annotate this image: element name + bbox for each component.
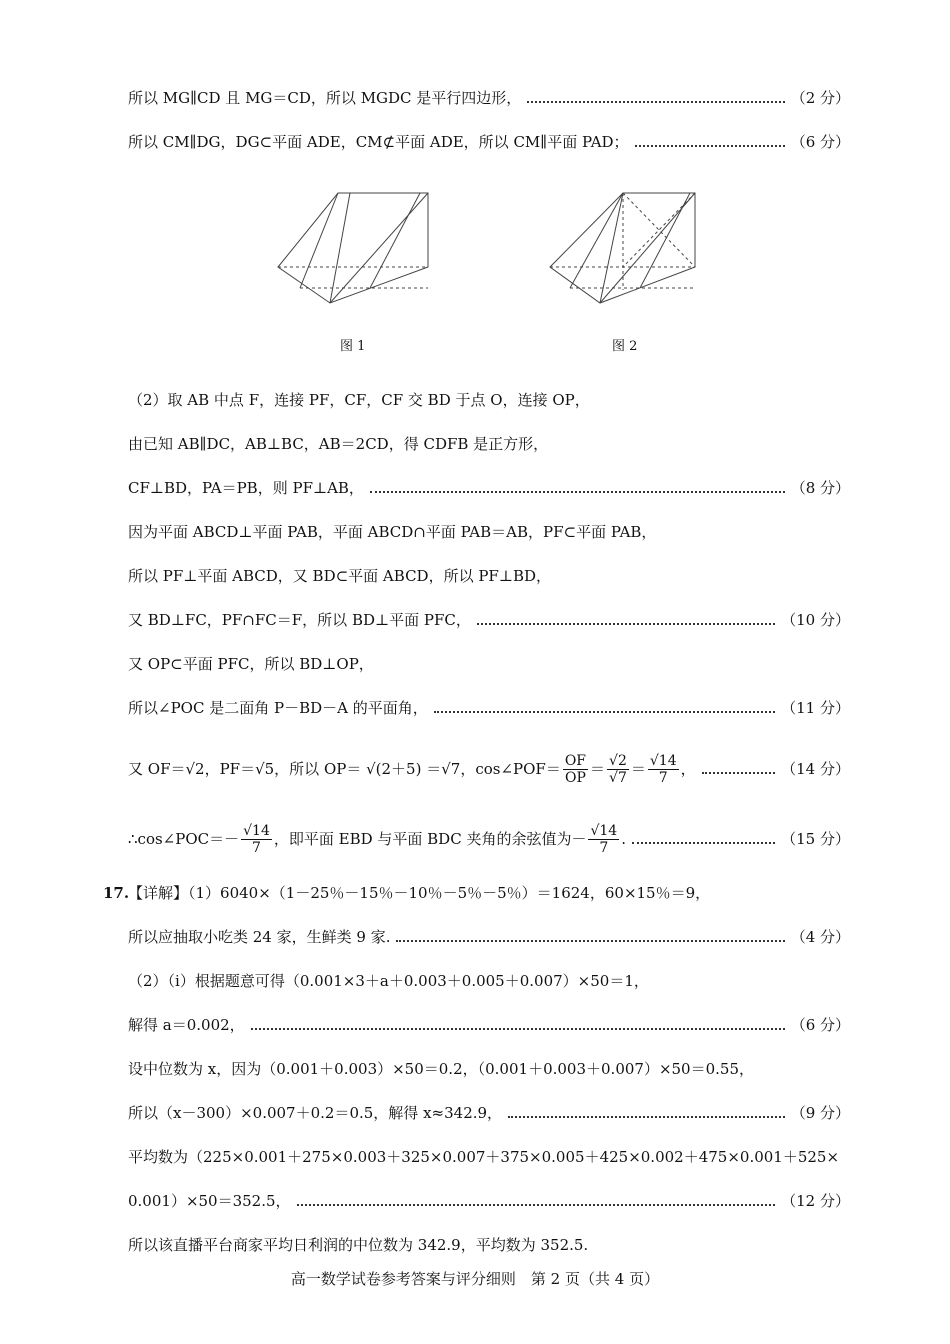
line-14: 所以应抽取小吃类 24 家，生鲜类 9 家. （4 分）: [128, 928, 850, 946]
line-5: CF⊥BD，PA＝PB，则 PF⊥AB， （8 分）: [128, 479, 850, 497]
line-3: （2）取 AB 中点 F，连接 PF，CF，CF 交 BD 于点 O，连接 OP，: [128, 391, 590, 409]
line-8: 又 BD⊥FC，PF∩FC＝F，所以 BD⊥平面 PFC， （10 分）: [128, 611, 850, 629]
question-number: 17.: [103, 884, 130, 902]
line-2: 所以 CM∥DG，DG⊂平面 ADE，CM⊄平面 ADE，所以 CM∥平面 PAD； （6 分）: [128, 133, 850, 151]
fraction-root2-root7: $\frac{√2}{√7}$: [609, 752, 627, 786]
line-17: 设中位数为 x，因为（0.001＋0.003）×50＝0.2，（0.001＋0.003＋0.007）×50＝0.55，: [128, 1060, 755, 1078]
figure-1-caption: 图 1: [340, 339, 366, 354]
line-16: 解得 a＝0.002， （6 分）: [128, 1016, 850, 1034]
line-9: 又 OP⊂平面 PFC，所以 BD⊥OP，: [128, 655, 374, 673]
fraction-root14-7: $\frac{√14}{7}$: [649, 752, 677, 786]
line-11: 又 OF＝√2，PF＝√5，所以 OP＝ √(2＋5) ＝√7，cos∠POF＝ $\frac{OF}{OP}$ ＝ $\frac{√2}{√7}$ ＝ $\frac{√14}{7}$ ， （14 分）: [128, 752, 850, 786]
fraction-root14-7-a: $\frac{√14}{7}$: [243, 822, 270, 856]
line-12: ∴cos∠POC＝－ $\frac{√14}{7}$ ，即平面 EBD 与平面 BDC 夹角的余弦值为－ $\frac{√14}{7}$ . （15 分）: [128, 822, 850, 856]
line-10: 所以∠POC 是二面角 P－BD－A 的平面角， （11 分）: [128, 699, 850, 717]
line-13: 【详解】（1）6040×（1－25％－15％－10％－5％－5％）＝1624，60×15％＝9，: [128, 884, 711, 902]
line-20: 0.001）×50＝352.5， （12 分）: [128, 1192, 850, 1210]
line-15: （2）（i）根据题意可得（0.001×3＋a＋0.003＋0.005＋0.007）×50＝1，: [128, 972, 649, 990]
page-footer: 高一数学试卷参考答案与评分细则 第 2 页（共 4 页）: [290, 1270, 660, 1288]
figure-2-caption: 图 2: [612, 339, 638, 354]
figure-1: [278, 193, 428, 303]
figure-2: [550, 193, 695, 303]
fraction-of-op: $\frac{OF}{OP}$: [564, 752, 587, 786]
line-7: 所以 PF⊥平面 ABCD，又 BD⊂平面 ABCD，所以 PF⊥BD，: [128, 567, 551, 585]
line-1: 所以 MG∥CD 且 MG＝CD，所以 MGDC 是平行四边形， （2 分）: [128, 89, 850, 107]
line-21: 所以该直播平台商家平均日利润的中位数为 342.9，平均数为 352.5.: [128, 1236, 589, 1254]
fraction-root14-7-b: $\frac{√14}{7}$: [590, 822, 618, 856]
line-6: 因为平面 ABCD⊥平面 PAB，平面 ABCD∩平面 PAB＝AB，PF⊂平面 PAB，: [128, 523, 657, 541]
line-4: 由已知 AB∥DC，AB⊥BC，AB＝2CD，得 CDFB 是正方形，: [128, 435, 549, 453]
geometry-figures: [270, 185, 710, 315]
line-18: 所以（x－300）×0.007＋0.2＝0.5，解得 x≈342.9， （9 分）: [128, 1104, 850, 1122]
line-19: 平均数为（225×0.001＋275×0.003＋325×0.007＋375×0.005＋425×0.002＋475×0.001＋525×: [128, 1148, 840, 1166]
